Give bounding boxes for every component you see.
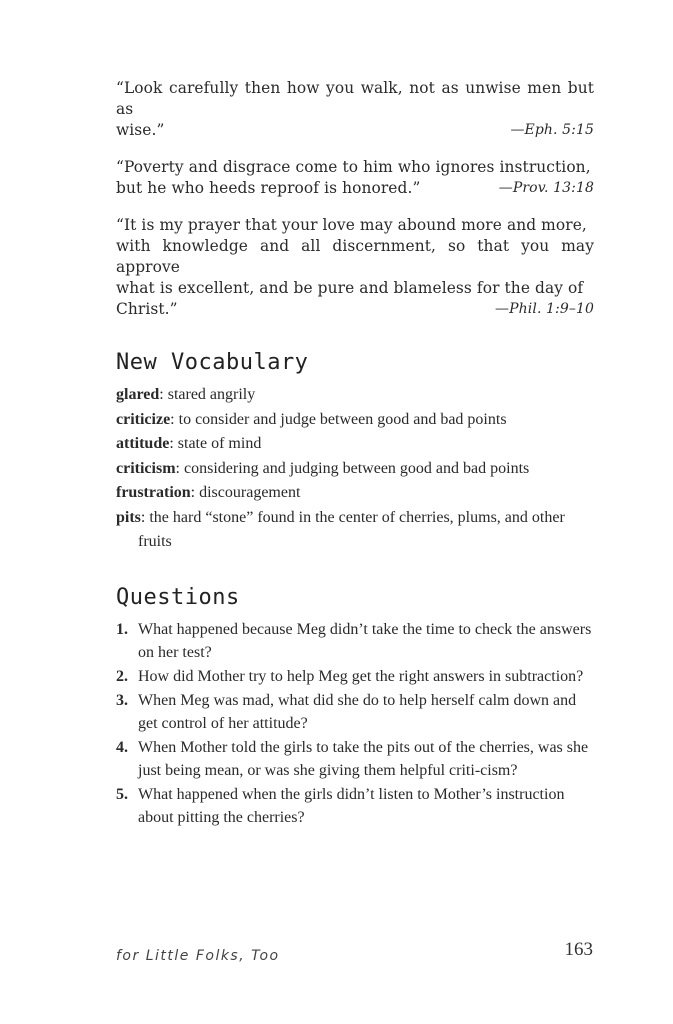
vocab-term: pits — [116, 508, 141, 526]
vocab-definition: state of mind — [177, 435, 262, 452]
verse-line-last — [116, 299, 594, 320]
verse-line-last — [116, 178, 594, 199]
verse-reference: —Prov. 13:18 — [498, 180, 594, 196]
verse-line: what is excellent, and be pure and blameless for the day of — [116, 279, 584, 297]
questions-list — [116, 618, 594, 829]
vocab-definition: stared angrily — [167, 386, 256, 403]
question-text: When Meg was mad, what did she do to help herself calm down and get control of her attitude? — [138, 691, 577, 732]
question-number: 2. — [116, 667, 128, 685]
verse-reference: —Phil. 1:9–10 — [495, 301, 594, 317]
vocab-entry: pits: the hard “stone” found in the center of cherries, plums, and other fruits — [116, 508, 565, 550]
vocab-definition: the hard “stone” found in the center of cherries, plums, and other fruits — [138, 508, 565, 550]
vocab-entry: glared: stared angrily — [116, 386, 256, 403]
question-item — [116, 783, 594, 829]
verse-line-text: but he who heeds reproof is honored.” — [116, 179, 421, 197]
question-item — [116, 736, 594, 782]
question-text: How did Mother try to help Meg get the right answers in subtraction? — [138, 667, 584, 685]
page-content — [116, 78, 594, 830]
verse-line-last — [116, 120, 594, 141]
verse-line: “It is my prayer that your love may abound more and more, — [116, 216, 587, 234]
page-number: 163 — [564, 939, 593, 960]
question-number: 3. — [116, 691, 128, 709]
verse-line: “Look carefully then how you walk, not as unwise men but as — [116, 79, 594, 118]
question-text: When Mother told the girls to take the pits out of the cherries, was she just being mean, or was she giving them helpful criti-cism? — [138, 738, 589, 779]
question-item — [116, 618, 594, 664]
vocab-definition: to consider and judge between good and bad points — [178, 410, 507, 428]
question-text: What happened because Meg didn’t take the time to check the answers on her test? — [138, 620, 592, 661]
question-text: What happened when the girls didn’t listen to Mother’s instruction about pitting the cherries? — [138, 785, 565, 826]
question-number: 4. — [116, 738, 128, 756]
question-item — [116, 665, 594, 688]
verse-prov — [116, 157, 594, 199]
question-item — [116, 689, 594, 735]
verse-eph — [116, 78, 594, 141]
question-number: 5. — [116, 785, 128, 803]
verse-line-text: Christ.” — [116, 300, 178, 318]
vocab-term: frustration — [116, 484, 191, 501]
vocabulary-list — [116, 383, 594, 555]
verse-phil — [116, 215, 594, 320]
vocabulary-heading: New Vocabulary — [116, 350, 309, 375]
verse-line: with knowledge and all discernment, so that you may approve — [116, 237, 594, 276]
vocab-entry: criticize: to consider and judge between good and bad points — [116, 410, 507, 428]
question-number: 1. — [116, 620, 128, 638]
vocab-definition: discouragement — [199, 484, 301, 501]
vocab-term: glared — [116, 386, 160, 403]
vocab-entry: criticism: considering and judging between good and bad points — [116, 459, 530, 477]
running-footer-title: for Little Folks, Too — [116, 948, 280, 964]
vocab-term: criticism — [116, 459, 176, 477]
vocab-term: criticize — [116, 410, 171, 428]
vocab-definition: considering and judging between good and bad points — [183, 459, 530, 477]
questions-heading: Questions — [116, 584, 240, 610]
verse-line-text: wise.” — [116, 121, 165, 139]
vocab-entry: frustration: discouragement — [116, 484, 301, 501]
vocab-term: attitude — [116, 435, 170, 452]
verse-line: “Poverty and disgrace come to him who ignores instruction, — [116, 158, 591, 176]
verse-reference: —Eph. 5:15 — [510, 122, 594, 138]
vocab-entry: attitude: state of mind — [116, 435, 262, 452]
